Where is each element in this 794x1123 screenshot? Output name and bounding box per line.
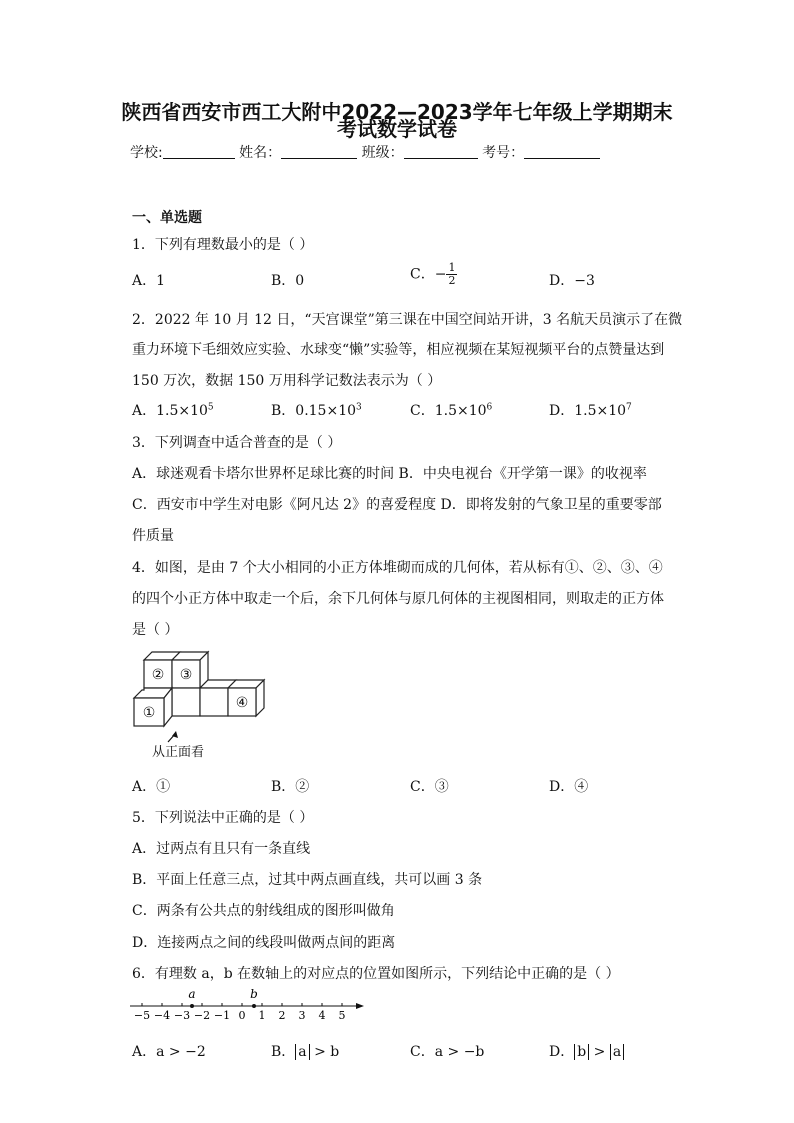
- cube6-front: [172, 688, 200, 716]
- q1-option-c-prefix: C．−: [410, 266, 447, 283]
- cube-label-1: ①: [142, 705, 156, 721]
- q2-a-exp: 5: [207, 402, 214, 413]
- q2-b-base: B．0.15×10: [271, 403, 357, 419]
- q2-options: [132, 400, 692, 422]
- q2-line-1: 2．2022 年 10 月 12 日，“天宫课堂”第三课在中国空间站开讲，3 名航天员演示了在微: [132, 312, 683, 328]
- point-a-label: a: [188, 987, 196, 1001]
- q4-option-a: A．①: [132, 779, 171, 795]
- q2-line-2: 重力环境下毛细效应实验、水球变“懒”实验等，相应视频在某短视频平台的点赞量达到: [132, 342, 665, 358]
- q2-b-exp: 3: [356, 402, 362, 413]
- q2-c-base: C．1.5×10: [410, 403, 487, 419]
- tick-label: 4: [318, 1009, 326, 1022]
- q6-b-post: > b: [309, 1044, 340, 1060]
- point-b-dot: [252, 1004, 256, 1008]
- cube-label-2: ②: [151, 667, 165, 683]
- number-line: [128, 986, 368, 1022]
- q1-stem: 1．下列有理数最小的是（ ）: [132, 237, 314, 253]
- title-line-2: 考试数学试卷: [337, 117, 457, 141]
- point-a-dot: [190, 1004, 194, 1008]
- tick-label: −1: [213, 1009, 231, 1022]
- section-title: 一、单选题: [132, 210, 202, 226]
- q6-option-b: [271, 1041, 339, 1061]
- school-label: 学校:: [130, 145, 163, 161]
- q3-stem: 3．下列调查中适合普查的是（ ）: [132, 435, 342, 451]
- q2-a-base: A．1.5×10: [132, 403, 208, 419]
- q1-option-a: A．1: [132, 273, 166, 289]
- tick-label: 0: [238, 1009, 246, 1022]
- student-info: [130, 142, 664, 162]
- q6-option-c: C．a > −b: [410, 1044, 485, 1060]
- q3-line-3: 件质量: [132, 528, 174, 544]
- tick-label: −4: [153, 1009, 171, 1022]
- tick-label: 3: [298, 1009, 306, 1022]
- q6-option-a: A．a > −2: [132, 1044, 206, 1060]
- q6-d-abs1: b: [574, 1044, 589, 1060]
- q4-options: [132, 776, 692, 798]
- q6-d-prefix: D．: [549, 1044, 575, 1060]
- q6-options: [132, 1041, 692, 1063]
- class-blank[interactable]: [404, 144, 478, 159]
- q5-option-b: B．平面上任意三点，过其中两点画直线，共可以画 3 条: [132, 872, 483, 888]
- q1-option-b: B．0: [271, 273, 305, 289]
- tick-label: 2: [278, 1009, 286, 1022]
- q1-options: [132, 261, 692, 292]
- point-b-label: b: [250, 987, 258, 1001]
- figure-caption: 从正面看: [152, 745, 205, 760]
- axis-arrow: [356, 1003, 364, 1009]
- q2-d-base: D．1.5×10: [549, 403, 627, 419]
- tick-label: −5: [133, 1009, 151, 1022]
- tick-label: −2: [193, 1009, 211, 1022]
- cube-label-4: ④: [235, 695, 249, 711]
- name-label: 姓名：: [239, 145, 282, 161]
- q4-line-2: 的四个小正方体中取走一个后，余下几何体与原几何体的主视图相同，则取走的正方体: [132, 591, 664, 607]
- cube-label-3: ③: [179, 667, 193, 683]
- q2-option-a: [132, 400, 214, 420]
- q2-c-exp: 6: [486, 402, 493, 413]
- title-line-1: 陕西省西安市西工大附中2022—2023学年七年级上学期期末: [121, 100, 673, 124]
- q1-option-d: D．−3: [549, 273, 595, 289]
- q5-option-d: D．连接两点之间的线段叫做两点间的距离: [132, 935, 396, 951]
- q2-line-3: 150 万次，数据 150 万用科学记数法表示为（ ）: [132, 373, 442, 389]
- q5-stem: 5．下列说法中正确的是（ ）: [132, 810, 314, 826]
- school-blank[interactable]: [163, 144, 235, 159]
- tick-label: 1: [258, 1009, 266, 1022]
- name-blank[interactable]: [281, 144, 357, 159]
- q5-option-a: A．过两点有且只有一条直线: [132, 841, 311, 857]
- q4-line-1: 4．如图，是由 7 个大小相同的小正方体堆砌而成的几何体，若从标有①、②、③、④: [132, 560, 663, 576]
- tick-label: −3: [173, 1009, 191, 1022]
- q4-option-b: B．②: [271, 779, 310, 795]
- q2-option-c: [410, 400, 492, 420]
- q6-b-abs: a: [295, 1044, 309, 1060]
- q2-d-exp: 7: [626, 402, 632, 413]
- q6-stem: 6．有理数 a，b 在数轴上的对应点的位置如图所示，下列结论中正确的是（ ）: [132, 966, 620, 982]
- q3-line-2: C．西安市中学生对电影《阿凡达 2》的喜爱程度 D．即将发射的气象卫星的重要零部: [132, 497, 662, 513]
- number-label: 考号：: [482, 145, 525, 161]
- number-blank[interactable]: [524, 144, 600, 159]
- q6-d-mid: >: [589, 1044, 610, 1060]
- q2-option-b: [271, 400, 362, 420]
- class-label: 班级：: [361, 145, 404, 161]
- q1-frac-num: 1: [448, 261, 456, 274]
- q4-option-c: C．③: [410, 779, 449, 795]
- q1-option-c: [410, 262, 457, 287]
- tick-label: 5: [338, 1009, 346, 1022]
- cube5-front: [200, 688, 228, 716]
- q1-frac-den: 2: [448, 274, 456, 287]
- q5-option-c: C．两条有公共点的射线组成的图形叫做角: [132, 903, 395, 919]
- q2-option-d: [549, 400, 632, 420]
- q6-option-d: [549, 1041, 624, 1061]
- q4-option-d: D．④: [549, 779, 589, 795]
- q1-fraction: [446, 262, 457, 287]
- q3-line-1: A．球迷观看卡塔尔世界杯足球比赛的时间 B．中央电视台《开学第一课》的收视率: [132, 466, 647, 482]
- q4-line-3: 是（ ）: [132, 622, 179, 638]
- q6-b-prefix: B．: [271, 1044, 296, 1060]
- cube-figure: [128, 646, 278, 761]
- q6-d-abs2: a: [610, 1044, 624, 1060]
